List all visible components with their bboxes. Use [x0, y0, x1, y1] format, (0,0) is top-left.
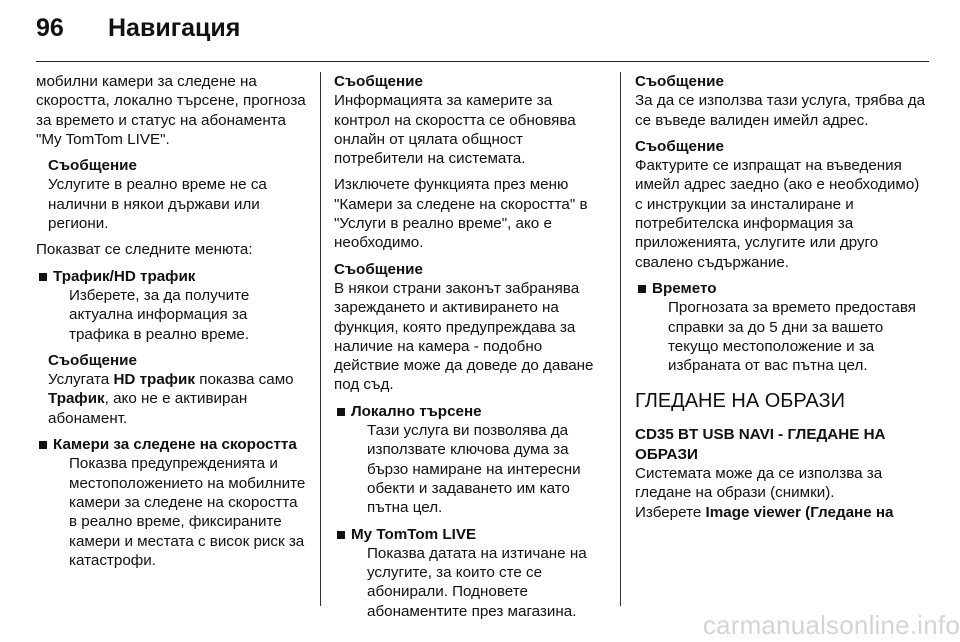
chapter-title: Навигация	[108, 14, 241, 42]
page-number: 96	[36, 14, 64, 42]
column-1	[36, 72, 308, 577]
bullet-body: Изберете, за да получите актуална информация за трафика в реално време.	[69, 286, 250, 343]
bullet-body: Показва предупрежденията и местоположението на мобилните камери за следене на скоростта в реално време, фиксираните камери и местата с висок риск за катастрофи.	[69, 455, 306, 569]
note-legal	[334, 260, 610, 395]
bullet-title: Времето	[652, 279, 717, 297]
select-image-viewer: Изберете Image viewer (Гледане на	[635, 503, 894, 521]
note-body: В някои страни законът забранява зареждането и активирането на функция, която предупреждава за наличие на камера - подобно действие може да доведе до даване под съд.	[334, 279, 594, 394]
bullet-body: Тази услуга ви позволява да използвате ключова дума за бързо намиране на интересни обекти и задаването им като пътна цел.	[367, 422, 581, 517]
column-divider-1	[320, 72, 321, 606]
image-viewer-paragraph: Системата може да се използва за гледане на образи (снимки).	[635, 465, 883, 502]
subsection-heading: CD35 BT USB NAVI - ГЛЕДАНЕ НА ОБРАЗИ	[635, 426, 886, 463]
note-body: Информацията за камерите за контрол на скоростта се обновява онлайн от цялата общност потребители на системата.	[334, 92, 576, 168]
column-divider-2	[620, 72, 621, 606]
note-realtime-availability	[48, 156, 308, 233]
note-body: Фактурите се изпращат на въведения имейл адрес заедно (ако е необходимо) с инструкции за инсталиране и потребителска информация за приложенията, услугите или друго свалено съдържание.	[635, 157, 920, 271]
bullet-body: Прогнозата за времето предоставя справки за до 5 дни за вашето текущо местоположение и за избраната от вас пътна цел.	[668, 299, 917, 375]
intro-paragraph: мобилни камери за следене на скоростта, локално търсене, прогноза за времето и статус на абонамента "My TomTom LIVE".	[36, 73, 306, 148]
page-header	[36, 14, 240, 43]
note-title: Съобщение	[635, 73, 724, 90]
note-body: За да се използва тази услуга, трябва да се въведе валиден имейл адрес.	[635, 92, 926, 129]
note-body: Услугата HD трафик показва само Трафик, ако не е активиран абонамент.	[48, 371, 294, 427]
bullet-body: Показва датата на изтичане на услугите, за които сте се абонирали. Подновете абонаментите през магазина.	[367, 544, 587, 620]
menus-intro: Показват се следните менюта:	[36, 241, 253, 259]
bullet-title: Локално търсене	[351, 402, 482, 420]
disable-camera-paragraph: Изключете функцията през меню "Камери за следене на скоростта" в "Услуги в реално време", ако е необходимо.	[334, 176, 588, 252]
note-title: Съобщение	[635, 137, 724, 155]
header-rule	[36, 61, 929, 62]
bullet-speed-cameras	[36, 435, 308, 570]
section-heading: ГЛЕДАНЕ НА ОБРАЗИ	[635, 390, 845, 413]
watermark: carmanualsonline.info	[702, 610, 960, 640]
bullet-traffic	[36, 267, 308, 344]
note-hd-traffic	[48, 351, 308, 428]
bullet-weather	[635, 279, 928, 375]
bullet-title: My TomTom LIVE	[351, 525, 477, 543]
bullet-title: Камери за следене на скоростта	[53, 436, 297, 454]
note-title: Съобщение	[334, 73, 423, 90]
note-title: Съобщение	[48, 157, 137, 175]
column-2	[334, 72, 610, 628]
bullet-local-search	[334, 402, 610, 518]
note-title: Съобщение	[334, 260, 423, 278]
note-invoices	[635, 137, 928, 272]
note-camera-info	[334, 72, 610, 168]
note-body: Услугите в реално време не са налични в някои държави или региони.	[48, 176, 267, 233]
bullet-my-tomtom-live	[334, 525, 610, 621]
bullet-title: Трафик/HD трафик	[53, 267, 196, 285]
note-email	[635, 72, 928, 130]
note-title: Съобщение	[48, 351, 137, 369]
column-3	[635, 72, 928, 522]
